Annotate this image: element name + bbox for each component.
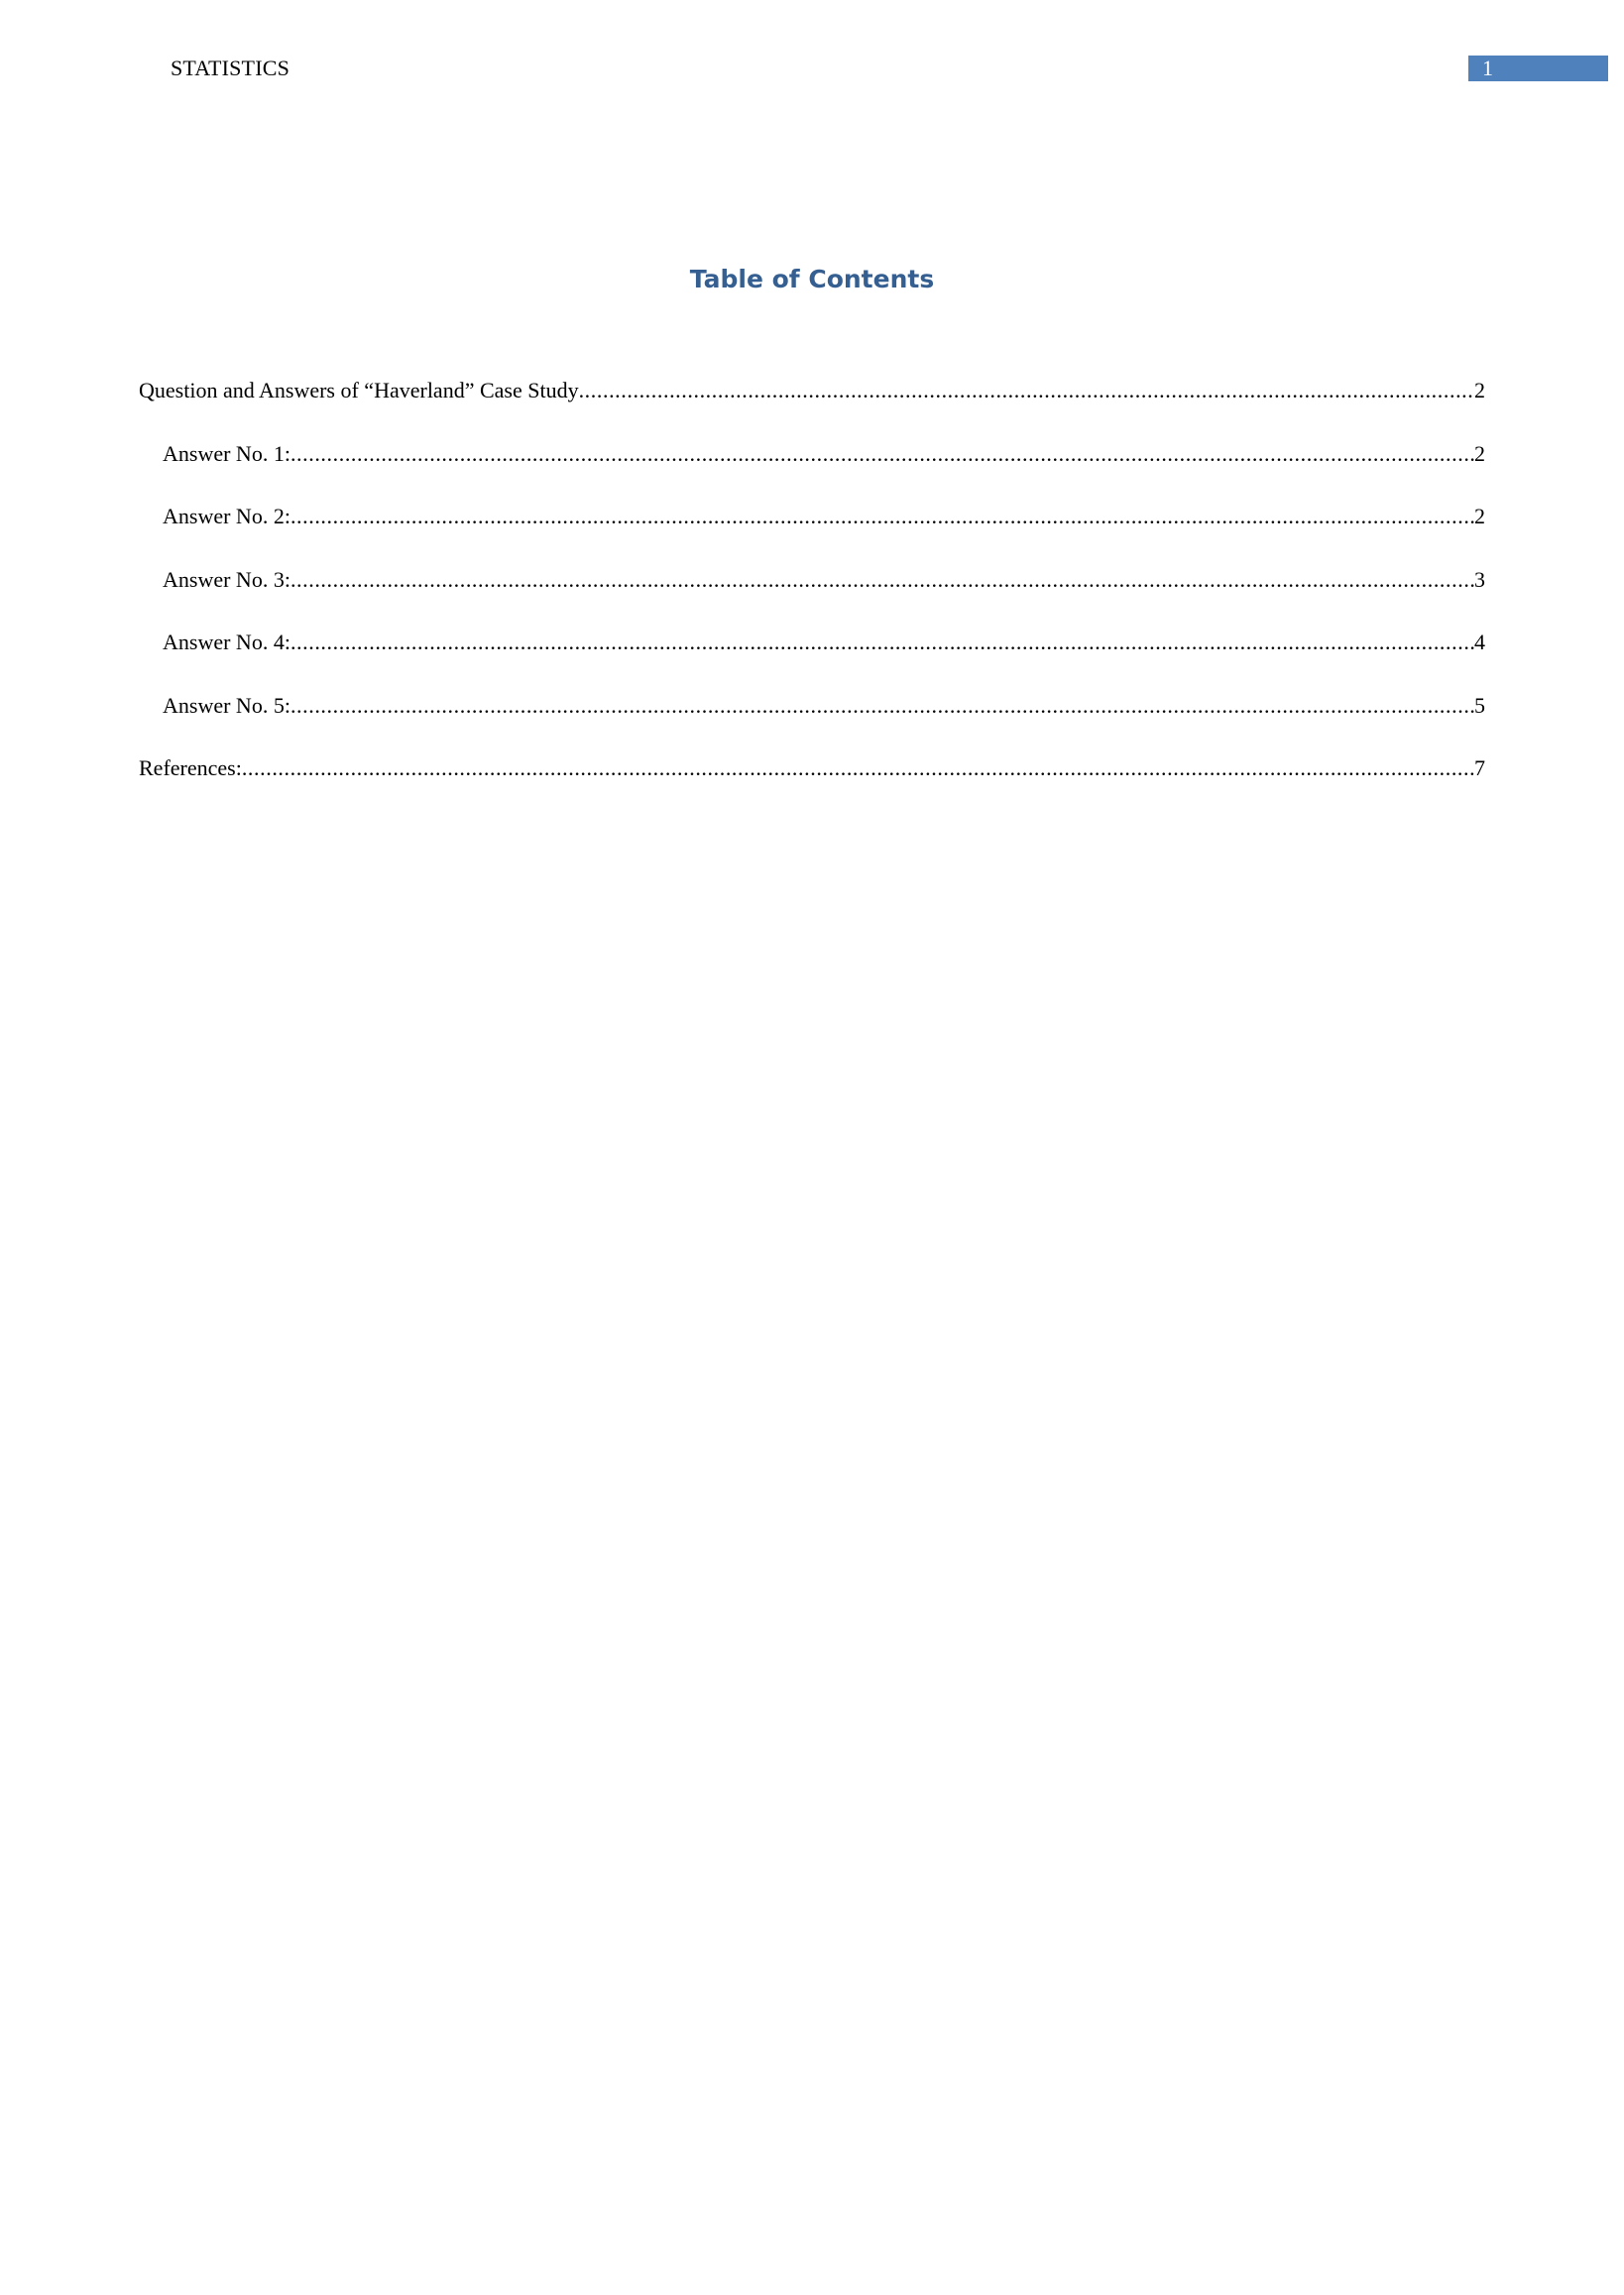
dot-leader (290, 437, 1474, 471)
dot-leader (290, 563, 1474, 597)
dot-leader (290, 689, 1474, 723)
toc-entry-answer-4[interactable] (139, 626, 1485, 689)
toc-entry-label: Answer No. 2: (163, 504, 290, 528)
toc-list (139, 374, 1485, 815)
toc-entry-answer-2[interactable] (139, 500, 1485, 563)
toc-entry-label: Question and Answers of “Haverland” Case Study (139, 378, 579, 402)
toc-entry-answer-3[interactable] (139, 563, 1485, 627)
toc-entry-page: 4 (1474, 630, 1485, 654)
page-number-badge: 1 (1468, 56, 1608, 81)
toc-entry-answer-1[interactable] (139, 437, 1485, 501)
toc-entry-label: References: (139, 755, 242, 780)
dot-leader (290, 500, 1474, 533)
toc-entry-label: Answer No. 3: (163, 566, 290, 592)
dot-leader (579, 374, 1474, 407)
toc-entry-label: Answer No. 5: (163, 692, 290, 718)
dot-leader (242, 751, 1474, 785)
toc-entry-case-study[interactable] (139, 374, 1485, 437)
toc-entry-references[interactable] (139, 751, 1485, 815)
toc-entry-label: Answer No. 4: (163, 630, 290, 654)
toc-entry-page: 2 (1474, 378, 1485, 402)
toc-entry-answer-5[interactable] (139, 689, 1485, 752)
toc-entry-page: 5 (1474, 692, 1485, 718)
toc-entry-page: 7 (1474, 755, 1485, 780)
dot-leader (290, 626, 1474, 659)
toc-entry-page: 2 (1474, 504, 1485, 528)
toc-heading: Table of Contents (689, 265, 935, 293)
toc-entry-label: Answer No. 1: (163, 440, 290, 466)
toc-entry-page: 3 (1474, 566, 1485, 592)
running-header-title: STATISTICS (171, 56, 290, 80)
toc-entry-page: 2 (1474, 440, 1485, 466)
